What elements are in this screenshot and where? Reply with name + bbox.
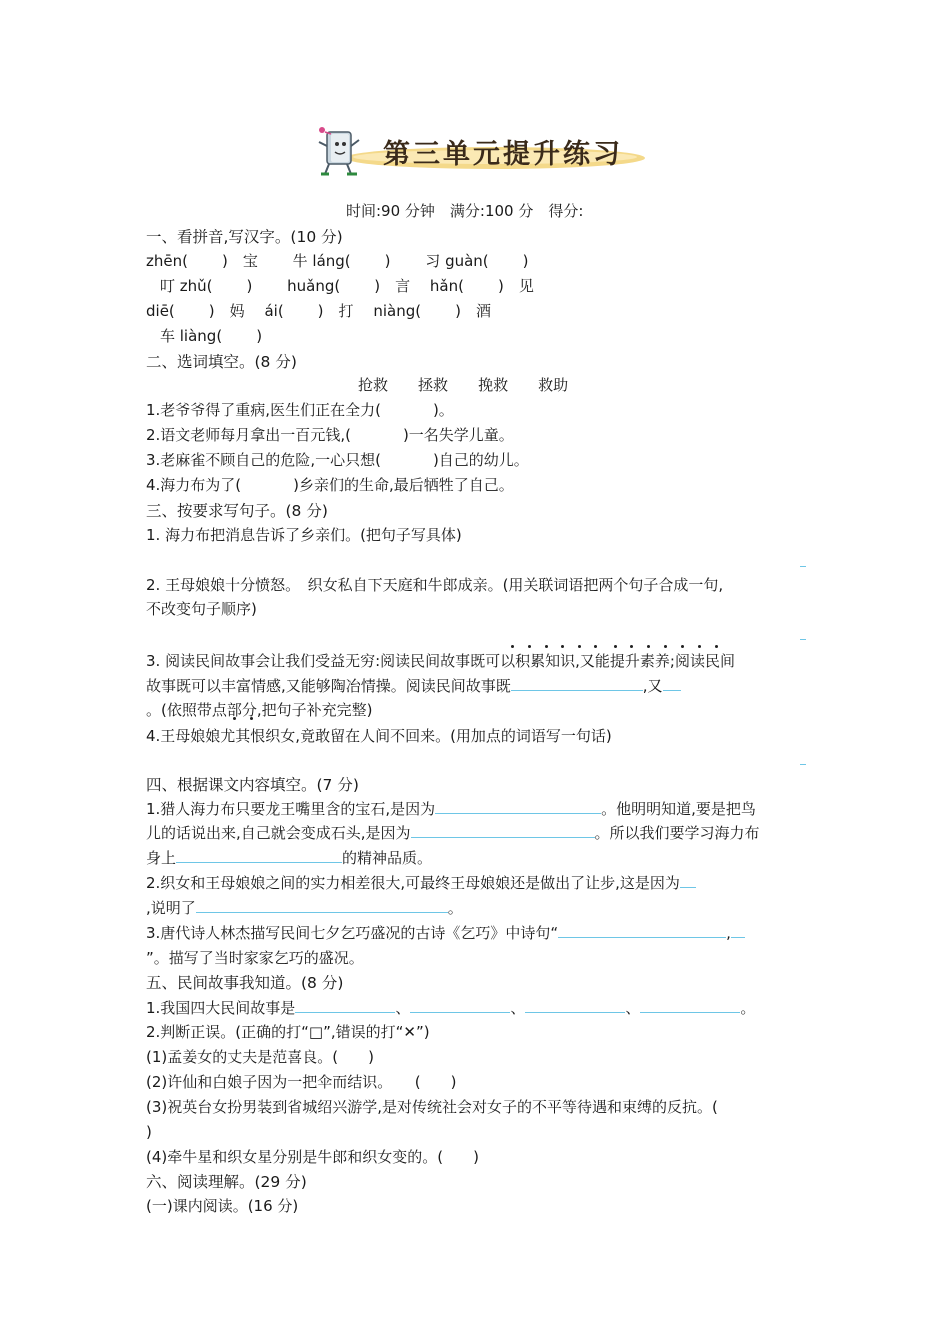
question-4-2a: 2.织女和王母娘娘之间的实力相差很大,可最终王母娘娘还是做出了让步,这是因为 (146, 873, 696, 893)
answer-blank[interactable] (176, 848, 342, 863)
question-5-1: 1.我国四大民间故事是 、 、 、 。 (146, 999, 756, 1017)
answer-blank[interactable] (731, 923, 745, 938)
judge-3a: (3)祝英台女扮男装到省城绍兴游学,是对传统社会对女子的不平等待遇和束缚的反抗。( (146, 1098, 718, 1116)
answer-blank[interactable] (410, 998, 510, 1013)
judge-1: (1)孟姜女的丈夫是范喜良。( ) (146, 1048, 374, 1066)
page-title: 第三单元提升练习 (383, 139, 623, 170)
question-4-2b: ,说明了 。 (146, 899, 463, 917)
question-3-3c: 。(依照带点部分,把句子补充完整) (146, 701, 373, 719)
pinyin-row-1: zhēn( ) 宝 牛 láng( ) 习 guàn( ) (146, 252, 529, 270)
question-4-1b: 儿的话说出来,自己就会变成石头,是因为 。所以我们要学习海力布 (146, 824, 760, 842)
section-6-sub: (一)课内阅读。(16 分) (146, 1197, 299, 1215)
judge-4: (4)牵牛星和织女星分别是牛郎和织女变的。( ) (146, 1148, 479, 1166)
answer-line[interactable] (800, 639, 806, 640)
question-3-1: 1. 海力布把消息告诉了乡亲们。(把句子写具体) (146, 526, 462, 544)
question-2-3: 3.老麻雀不顾自己的危险,一心只想( )自己的幼儿。 (146, 451, 529, 469)
question-2-1: 1.老爷爷得了重病,医生们正在全力( )。 (146, 401, 454, 419)
exam-meta: 时间:90 分钟 满分:100 分 得分: (346, 202, 584, 220)
answer-blank[interactable] (295, 998, 395, 1013)
answer-blank[interactable] (435, 799, 601, 814)
answer-blank[interactable] (640, 998, 740, 1013)
question-2-2: 2.语文老师每月拿出一百元钱,( )一名失学儿童。 (146, 426, 514, 444)
answer-line[interactable] (800, 566, 806, 567)
answer-blank[interactable] (196, 898, 448, 913)
section-5-title: 五、民间故事我知道。(8 分) (146, 974, 344, 992)
question-3-2b: 不改变句子顺序) (146, 600, 257, 618)
pinyin-row-2: 叮 zhǔ( ) huǎng( ) 言 hǎn( ) 见 (160, 277, 534, 295)
section-1-title: 一、看拼音,写汉字。(10 分) (146, 228, 343, 246)
section-2-title: 二、选词填空。(8 分) (146, 353, 297, 371)
question-3-4: 4.王母娘娘尤其恨织女,竟敢留在人间不回来。(用加点的词语写一句话) (146, 727, 612, 745)
section-3-title: 三、按要求写句子。(8 分) (146, 502, 328, 520)
section-6-title: 六、阅读理解。(29 分) (146, 1173, 307, 1191)
question-4-3b: ”。描写了当时家家乞巧的盛况。 (146, 949, 364, 967)
question-4-3a: 3.唐代诗人林杰描写民间七夕乞巧盛况的古诗《乞巧》中诗句“ , (146, 923, 745, 943)
judge-3b: ) (146, 1123, 152, 1141)
pinyin-row-4: 车 liàng( ) (160, 327, 263, 345)
answer-blank[interactable] (511, 676, 643, 691)
judge-2: (2)许仙和白娘子因为一把伞而结识。 ( ) (146, 1073, 457, 1091)
pinyin-row-3: diē( ) 妈 ái( ) 打 niàng( ) 酒 (146, 302, 491, 320)
question-4-1c: 身上 的精神品质。 (146, 849, 433, 867)
question-3-3b: 故事既可以丰富情感,又能够陶冶情操。阅读民间故事既 ,又 (146, 676, 681, 696)
question-3-3a: 3. 阅读民间故事会让我们受益无穷:阅读民间故事既可以积累知识,又能提升素养;阅读民间 (146, 652, 735, 670)
section-4-title: 四、根据课文内容填空。(7 分) (146, 776, 359, 794)
answer-blank[interactable] (411, 823, 595, 838)
question-4-1a: 1.猎人海力布只要龙王嘴里含的宝石,是因为 。他明明知道,要是把鸟 (146, 800, 756, 818)
title-banner (305, 120, 650, 180)
answer-blank[interactable] (663, 676, 681, 691)
question-3-2a: 2. 王母娘娘十分愤怒。 织女私自下天庭和牛郎成亲。(用关联词语把两个句子合成一句, (146, 576, 724, 594)
question-2-4: 4.海力布为了( )乡亲们的生命,最后牺牲了自己。 (146, 476, 514, 494)
word-bank: 抢救 拯救 挽救 救助 (358, 376, 569, 394)
answer-line[interactable] (800, 764, 806, 765)
answer-blank[interactable] (680, 873, 696, 888)
question-5-2: 2.判断正误。(正确的打“□”,错误的打“✕”) (146, 1023, 430, 1041)
answer-blank[interactable] (525, 998, 625, 1013)
answer-blank[interactable] (558, 923, 726, 938)
